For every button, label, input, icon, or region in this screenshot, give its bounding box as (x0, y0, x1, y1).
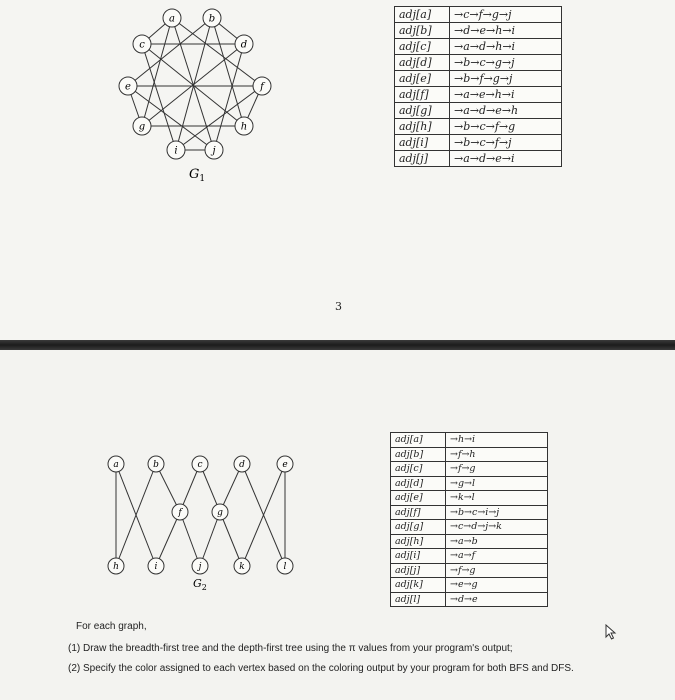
vertex-f (253, 77, 271, 95)
edge-c-i (142, 44, 176, 150)
graph-g2-label: $G_2$ (193, 577, 207, 592)
graph-g1-label: $G_1$ (189, 167, 206, 184)
vertex-h (108, 558, 124, 574)
adjacency-label: adj[j] (391, 563, 446, 578)
adjacency-label: adj[g] (391, 520, 446, 535)
adjacency-label: adj[e] (391, 491, 446, 506)
table1-row (395, 39, 562, 55)
edge-f-j (180, 512, 200, 566)
vertex-i (148, 558, 164, 574)
table2-row (391, 578, 548, 593)
svg-text:c: c (197, 460, 203, 471)
vertex-a (163, 9, 181, 27)
table2-row (391, 534, 548, 549)
adjacency-list: →b→c→f→j (450, 135, 562, 151)
svg-text:g: g (217, 508, 223, 519)
edge-a-j (172, 18, 214, 150)
adjacency-list: →b→c→f→g (450, 119, 562, 135)
vertex-d (234, 456, 250, 472)
table1-row (395, 7, 562, 23)
table1-row (395, 87, 562, 103)
vertex-b (203, 9, 221, 27)
svg-text:a: a (113, 460, 119, 471)
adjacency-label: adj[g] (395, 103, 450, 119)
adjacency-list: →a→e→h→i (450, 87, 562, 103)
adjacency-label: adj[b] (395, 23, 450, 39)
adjacency-label: adj[d] (395, 55, 450, 71)
adjacency-list: →a→d→h→i (450, 39, 562, 55)
vertex-j (192, 558, 208, 574)
vertex-k (234, 558, 250, 574)
vertex-c (192, 456, 208, 472)
page-number: 3 (335, 300, 342, 313)
svg-text:d: d (239, 460, 245, 471)
adjacency-label: adj[l] (391, 592, 446, 607)
adjacency-list: →d→e→h→i (450, 23, 562, 39)
table2-row (391, 505, 548, 520)
adjacency-list: →b→c→g→j (450, 55, 562, 71)
svg-text:e: e (125, 81, 131, 93)
svg-text:j: j (212, 145, 216, 157)
adjacency-list: →a→d→e→h (450, 103, 562, 119)
vertex-i (167, 141, 185, 159)
adjacency-table-g2 (390, 432, 548, 607)
svg-text:k: k (239, 562, 245, 573)
adjacency-list: →f→h (446, 447, 548, 462)
table2-row (391, 549, 548, 564)
mouse-cursor-icon (604, 624, 618, 640)
vertex-g (133, 117, 151, 135)
table2-row (391, 447, 548, 462)
svg-text:a: a (169, 13, 175, 25)
adjacency-label: adj[c] (391, 462, 446, 477)
vertex-j (205, 141, 223, 159)
adjacency-label: adj[f] (395, 87, 450, 103)
table1-row (395, 151, 562, 167)
table1-row (395, 55, 562, 71)
svg-text:f: f (260, 81, 264, 93)
adjacency-list: →f→g (446, 563, 548, 578)
question-2: (2) Specify the color assigned to each vertex based on the coloring output by your program for both BFS and DFS. (68, 663, 574, 674)
svg-text:j: j (198, 562, 202, 573)
vertex-a (108, 456, 124, 472)
adjacency-label: adj[c] (395, 39, 450, 55)
svg-text:g: g (138, 121, 146, 133)
table2-row (391, 433, 548, 448)
adjacency-list: →k→l (446, 491, 548, 506)
table2-row (391, 592, 548, 607)
vertex-f (172, 504, 188, 520)
vertex-g (212, 504, 228, 520)
vertex-l (277, 558, 293, 574)
adjacency-list: →g→l (446, 476, 548, 491)
table1-row (395, 23, 562, 39)
adjacency-list: →a→d→e→i (450, 151, 562, 167)
adjacency-list: →c→d→j→k (446, 520, 548, 535)
adjacency-label: adj[j] (395, 151, 450, 167)
adjacency-label: adj[a] (395, 7, 450, 23)
vertex-d (235, 35, 253, 53)
table2-row (391, 476, 548, 491)
table2-row (391, 462, 548, 477)
table1-row (395, 71, 562, 87)
svg-text:b: b (153, 460, 159, 471)
edge-g-j (200, 512, 220, 566)
table1-row (395, 119, 562, 135)
page-divider (0, 340, 675, 350)
svg-text:l: l (283, 562, 287, 573)
adjacency-list: →h→i (446, 433, 548, 448)
adjacency-label: adj[e] (395, 71, 450, 87)
adjacency-label: adj[a] (391, 433, 446, 448)
svg-text:e: e (282, 460, 288, 471)
vertex-e (277, 456, 293, 472)
adjacency-label: adj[f] (391, 505, 446, 520)
edge-b-h (212, 18, 244, 126)
svg-text:i: i (154, 562, 158, 573)
vertex-b (148, 456, 164, 472)
question-intro: For each graph, (76, 621, 147, 632)
table1-row (395, 135, 562, 151)
adjacency-list: →d→e (446, 592, 548, 607)
table2-row (391, 491, 548, 506)
graph-g2 (100, 450, 410, 600)
svg-text:i: i (174, 145, 178, 157)
vertex-h (235, 117, 253, 135)
adjacency-label: adj[d] (391, 476, 446, 491)
svg-text:h: h (240, 121, 248, 133)
table1-row (395, 103, 562, 119)
graph-g1 (100, 0, 400, 200)
adjacency-label: adj[b] (391, 447, 446, 462)
svg-text:d: d (240, 39, 248, 51)
edge-g-k (220, 512, 242, 566)
adjacency-label: adj[k] (391, 578, 446, 593)
adjacency-table-g1 (394, 6, 562, 167)
svg-text:b: b (208, 13, 216, 25)
vertex-c (133, 35, 151, 53)
adjacency-label: adj[h] (391, 534, 446, 549)
adjacency-label: adj[i] (391, 549, 446, 564)
adjacency-list: →e→g (446, 578, 548, 593)
adjacency-label: adj[h] (395, 119, 450, 135)
svg-text:h: h (113, 562, 119, 573)
adjacency-list: →f→g (446, 462, 548, 477)
svg-text:f: f (178, 508, 182, 519)
table2-row (391, 520, 548, 535)
edge-f-i (156, 512, 180, 566)
adjacency-list: →c→f→g→j (450, 7, 562, 23)
adjacency-list: →b→c→i→j (446, 505, 548, 520)
adjacency-list: →b→f→g→j (450, 71, 562, 87)
adjacency-list: →a→f (446, 549, 548, 564)
edge-a-g (142, 18, 172, 126)
adjacency-list: →a→b (446, 534, 548, 549)
svg-text:c: c (139, 39, 145, 51)
vertex-e (119, 77, 137, 95)
table2-row (391, 563, 548, 578)
question-1: (1) Draw the breadth-first tree and the depth-first tree using the π values from your program's output; (68, 643, 513, 654)
adjacency-label: adj[i] (395, 135, 450, 151)
